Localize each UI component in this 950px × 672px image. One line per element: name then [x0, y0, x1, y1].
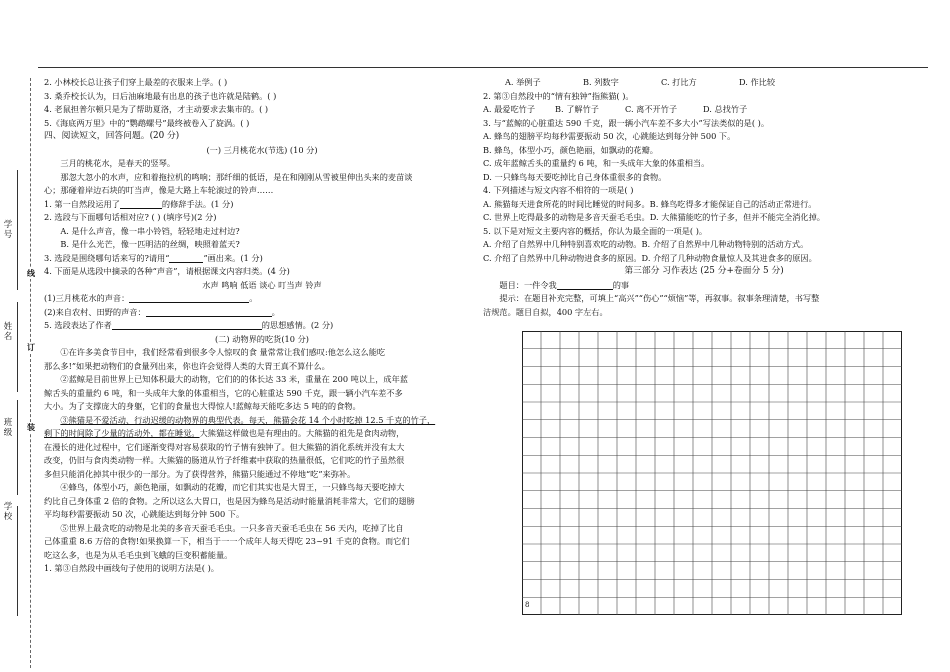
left-column — [44, 76, 480, 576]
name-fill-line — [17, 302, 26, 392]
passage-two-line — [44, 427, 480, 441]
judge-q3: 3. 桑乔校长认为，日后油麻地最有出息的孩子也许就是陆鹤。( ) — [44, 90, 277, 101]
p2-question-2: 2. 第③自然段中的“情有独钟”指熊猫( )。 — [483, 90, 634, 101]
p1-q3-text-b: ”画出来。(1 分) — [203, 252, 263, 263]
passage-one-line: 三月的桃花水，是春天的竖琴。 — [60, 158, 176, 168]
p1-q1-text: 1. 第一自然段运用了 — [44, 198, 120, 209]
option-a[interactable]: A. 最爱吃竹子 — [483, 104, 536, 114]
top-rule — [38, 67, 928, 68]
p2-q2-options — [483, 103, 925, 117]
p2-question-3: 3. 与“蓝鲸的心脏重达 590 千克，跟一辆小汽车差不多大小”写法类似的是( )。 — [483, 117, 770, 128]
passage-two-line: ①在许多美食节目中，我们经常看到很多令人惊叹的食 量常常让我们感叹:他怎么这么能吃 — [60, 347, 386, 357]
answer-blank[interactable] — [169, 253, 203, 263]
school-label: 学校 — [3, 502, 13, 522]
p2-q3-option-a[interactable]: A. 蜂鸟的翅膀平均每秒需要振动 50 次，心跳能达到每分钟 500 下。 — [483, 131, 736, 141]
passage-two-line: 改变，仍旧与食肉类动物一样。大熊猫的肠道从竹子纤维素中获取的热量很低，它们吃的竹子虽然很 — [44, 455, 405, 465]
p1-question-1 — [44, 198, 480, 212]
passage-one-line: 心；那碰着岸边石块的叮当声，像是大路上车轮滚过的铃声…… — [44, 185, 274, 195]
option-d[interactable]: D. 总找竹子 — [703, 104, 748, 114]
passage-one-line: 那忽大忽小的水声，应和着拖拉机的鸣响；那纤细的低语，是在和刚刚从雪被里伸出头来的麦苗谈 — [60, 171, 413, 182]
number-label: 学号 — [3, 220, 13, 240]
passage-two-line: 在漫长的进化过程中，它们逐渐变得对容易获取的竹子情有独钟了。但大熊猫的消化系统并没有太大 — [44, 441, 405, 452]
part-three-heading: 第三部分 习作表达 (25 分+卷面分 5 分) — [624, 266, 784, 276]
option-b[interactable]: B. 列数字 — [583, 77, 619, 87]
name-label: 姓名 — [3, 322, 13, 342]
section-four-heading: 四、阅读短文，回答问题。(20 分) — [44, 131, 180, 141]
option-a[interactable]: A. 举例子 — [505, 77, 541, 87]
class-fill-line — [17, 400, 26, 495]
p2-question-4: 4. 下列描述与短文内容不相符的一项是( ) — [483, 185, 634, 195]
p1-q5-text: 5. 选段表达了作者 — [44, 320, 112, 330]
passage-two-line: ②蓝鲸是目前世界上已知体积最大的动物，它们的的体长达 33 米，重量在 200 吨以上，成年蓝 — [60, 374, 408, 384]
judge-q2: 2. 小林校长总让孩子们穿上最差的衣服来上学。( ) — [44, 77, 228, 87]
grid-corner-mark: 8 — [525, 601, 530, 609]
answer-blank[interactable] — [129, 293, 249, 303]
passage-two-line: ③熊猫是不爱活动、行动迟缓的动物界的典型代表。每天，熊猫会花 14 个小时吃掉 12.5 千克的竹子， — [60, 414, 436, 425]
passage-two-line: 己体重重 8.6 万倍的食物!如果换算一下，相当于一一个成年人每天得吃 23~91 千克的食物。而它们 — [44, 536, 410, 546]
school-fill-line — [17, 506, 26, 616]
binding-dashed-line — [30, 78, 31, 668]
p1-question-5 — [44, 319, 480, 333]
option-d[interactable]: D. 作比较 — [739, 77, 776, 87]
p1-s2-label: (2)来自农村、田野的声音： — [44, 306, 146, 317]
p2-q1-options — [483, 76, 925, 90]
answer-blank[interactable] — [112, 320, 262, 330]
passage-two-line: ⑤世界上最贪吃的动物是北美的多音天蚕毛毛虫。一只多音天蚕毛毛虫在 56 天内，吃掉了比自 — [60, 522, 404, 533]
binding-mark-xian: 线 — [27, 268, 35, 278]
p2-q4-options-ab[interactable]: A. 熊猫每天进食所花的时间比睡觉的时间多。B. 蜂鸟吃得多才能保证自己的活动正常进行。 — [483, 198, 817, 209]
passage-two-line: 吃这么多，也是为从毛毛虫到飞蛾的巨变积蓄能量。 — [44, 549, 233, 560]
p1-sound-row-1: (1)三月桃花水的声音： 。 — [44, 293, 258, 303]
number-fill-line — [17, 170, 26, 290]
p2-q3-option-d[interactable]: D. 一只蜂鸟每天要吃掉比自己身体重很多的食物。 — [483, 171, 667, 182]
writing-grid[interactable] — [522, 331, 902, 615]
p1-question-4: 4. 下面是从选段中摘录的各种“声音”，请根据课文内容归类。(4 分) — [44, 266, 290, 276]
judge-q4: 4. 老鼠担普尔顿只是为了帮助夏洛，才主动要求去集市的。( ) — [44, 104, 269, 114]
passage-two-title: (二) 动物界的吃货(10 分) — [215, 333, 309, 344]
passage-two-line: 平均每秒需要振动 50 次，心跳能达到每分钟 500 下。 — [44, 509, 245, 519]
p1-q2-option-b: B. 是什么光芒，像一匹明洁的丝绸，映照着蓝天? — [60, 239, 240, 249]
binding-mark-ding: 订 — [27, 342, 35, 352]
p2-q5-options-ab[interactable]: A. 介绍了自然界中几种特别喜欢吃的动物。B. 介绍了自然界中几种动物特别的活动方式。 — [483, 239, 809, 249]
underlined-sentence: 剩下的时间除了少量的活动外，都在睡觉。 — [44, 428, 200, 438]
passage-two-line: 大小。为了支撑庞大的身躯，它们的食量也大得惊人!蓝鲸每天能吃多达 5 吨的的食物。 — [44, 401, 361, 411]
topic-text-b: 的事 — [612, 279, 630, 290]
essay-tip-line: 洁规范。题目自拟，400 字左右。 — [483, 306, 608, 317]
topic-blank[interactable] — [557, 280, 613, 290]
passage-two-line: 多但只能消化掉其中很少的一部分。为了获得营养，熊猫只能通过不停地“吃”来弥补。 — [44, 468, 356, 479]
p1-question-3 — [44, 252, 480, 266]
p1-sound-words: 水声 鸣响 低语 谈心 叮当声 铃声 — [202, 279, 322, 290]
p1-s1-label: (1)三月桃花水的声音： — [44, 293, 130, 303]
option-b[interactable]: B. 了解竹子 — [555, 104, 599, 114]
passage-two-line: ④蜂鸟，体型小巧，颜色艳丽，如飘动的花瓣，而它们其实也是大胃王，一只蜂鸟每天要吃掉大 — [60, 482, 405, 492]
p1-q5-text-b: 的思想感情。(2 分) — [261, 320, 334, 330]
p2-q3-option-c[interactable]: C. 成年蓝鲸舌头的重量约 6 吨，和一头成年大象的体重相当。 — [483, 158, 710, 168]
essay-tip-line: 提示：在题目补充完整，可填上“高兴”“伤心”“烦恼”等，再叙事。叙事条理清楚，书写整 — [499, 293, 820, 303]
class-label: 班级 — [3, 418, 13, 438]
answer-blank[interactable] — [120, 199, 162, 209]
p1-q1-text-b: 的修辞手法。(1 分) — [161, 198, 234, 209]
judge-q5: 5.《海底两万里》中的“鹦鹉螺号”最终被卷入了旋涡。( ) — [44, 117, 250, 128]
binding-margin — [0, 70, 40, 670]
p1-sound-row-2: (2)来自农村、田野的声音： 。 — [44, 306, 280, 317]
binding-mark-zhuang: 装 — [27, 422, 35, 432]
passage-two-text: 大熊猫这样做也是有理由的。大熊猫的祖先是食肉动物， — [199, 428, 405, 438]
p2-q5-options-cd[interactable]: C. 介绍了自然界中几种动物进食多的原因。D. 介绍了几种动物食量惊人及其进食多的原因。 — [483, 252, 817, 263]
topic-text: 题目：一件令我 — [499, 279, 557, 290]
essay-topic — [483, 279, 925, 293]
writing-grid-svg[interactable] — [522, 331, 902, 615]
p2-q3-option-b[interactable]: B. 蜂鸟，体型小巧，颜色艳丽，如飘动的花瓣。 — [483, 144, 658, 155]
option-c[interactable]: C. 打比方 — [661, 77, 697, 87]
p2-q4-options-cd[interactable]: C. 世界上吃得最多的动物是多音天蚕毛毛虫。D. 大熊猫能吃的竹子多，但并不能完全消化掉。 — [483, 212, 825, 222]
option-c[interactable]: C. 离不开竹子 — [625, 104, 678, 114]
p1-question-2: 2. 选段与下面哪句话相对应? ( ) (填序号)(2 分) — [44, 212, 217, 222]
p1-q3-text: 3. 选段是围绕哪句话来写的?请用“ — [44, 252, 170, 263]
p2-question-5: 5. 以下是对短文主要内容的概括，你认为最全面的一项是( )。 — [483, 225, 708, 236]
p2-question-1: 1. 第③自然段中画线句子使用的说明方法是( )。 — [44, 563, 219, 573]
passage-two-line: 那么多!”如果把动物们的食量列出来，你也许会觉得人类的大胃王真不算什么。 — [44, 360, 330, 371]
right-column — [483, 76, 925, 319]
p1-q2-option-a: A. 是什么声音，像一串小铃铛，轻轻地走过村边? — [60, 225, 240, 236]
passage-one-title: (一) 三月桃花水(节选) (10 分) — [206, 144, 318, 155]
passage-two-line: 约比自己身体重 2 倍的食物。之所以这么大胃口，也是因为蜂鸟是活动时能量消耗非常大，它们的翅膀 — [44, 495, 415, 506]
passage-two-line: 鲸舌头的重量约 6 吨，和一头成年大象的体重相当，它的心脏重达 590 千克，跟一辆小汽车差不多 — [44, 387, 403, 398]
answer-blank[interactable] — [146, 307, 272, 317]
